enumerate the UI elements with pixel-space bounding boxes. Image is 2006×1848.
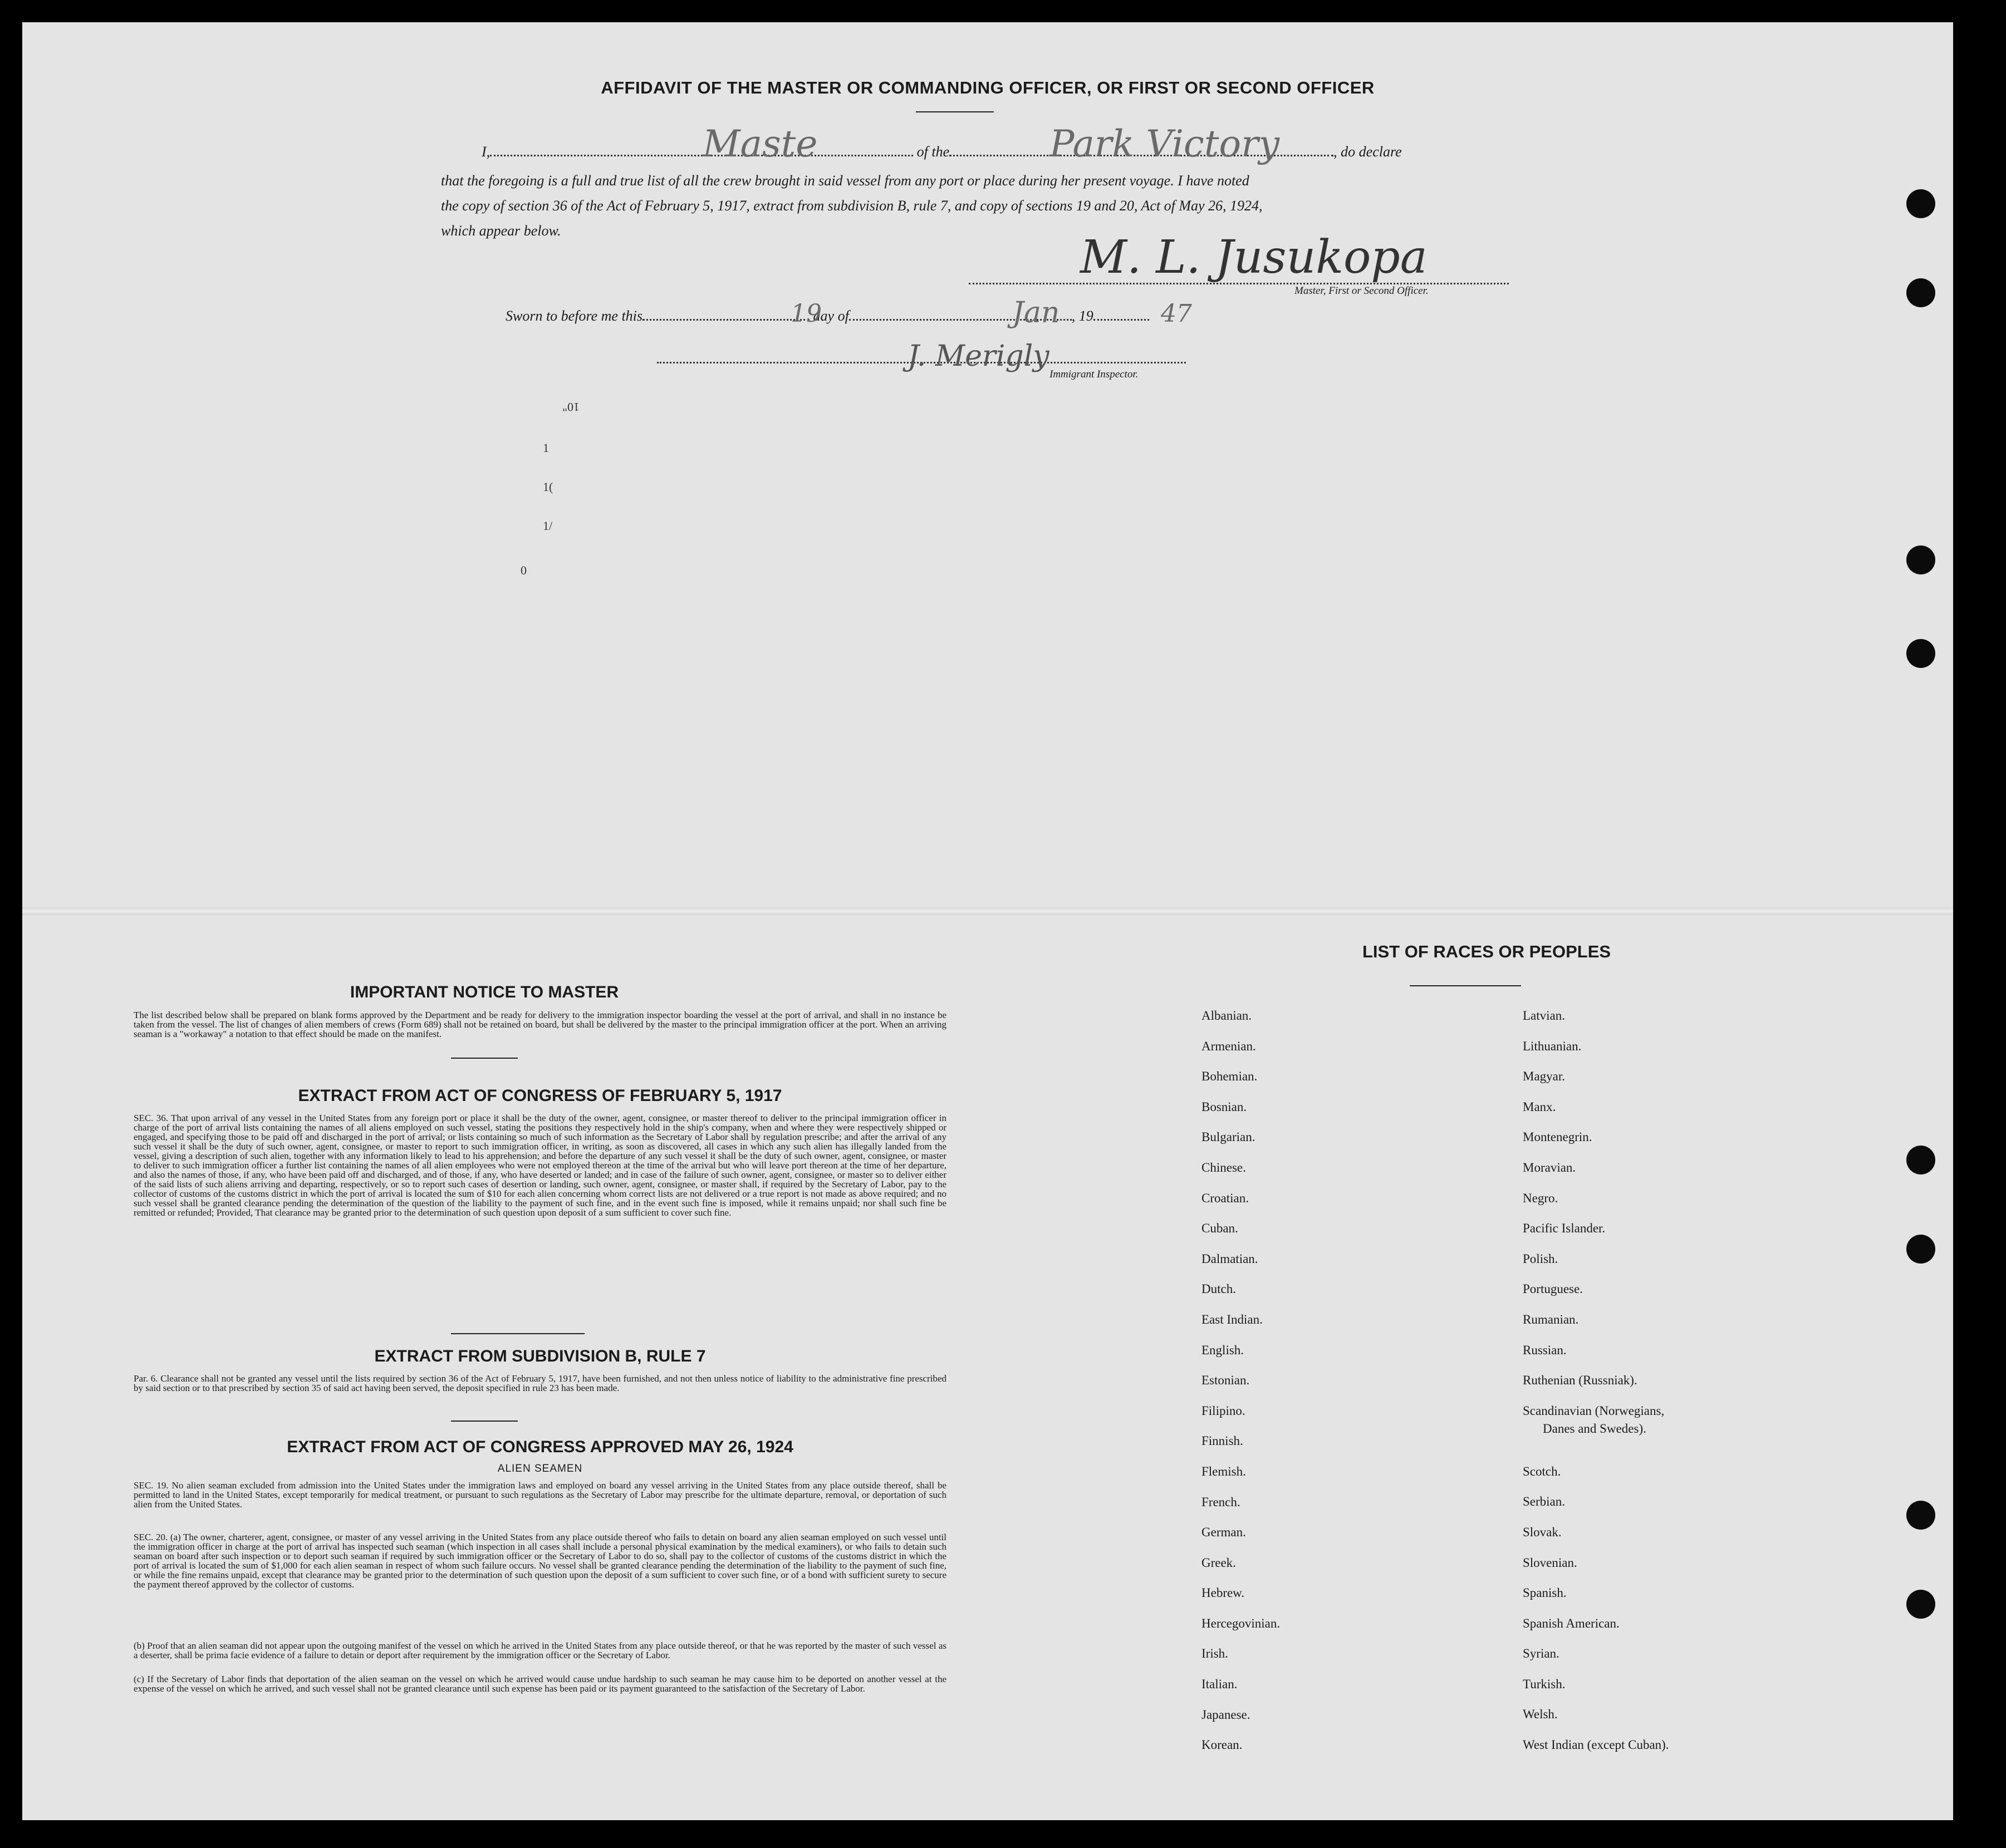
race-item: Polish. [1523,1251,1558,1266]
race-item: Scandinavian (Norwegians, [1523,1403,1665,1418]
extract-rule7-title: EXTRACT FROM SUBDIVISION B, RULE 7 [374,1347,706,1365]
title-rule [916,111,994,112]
race-item: Syrian. [1523,1647,1559,1661]
race-item: Negro. [1523,1191,1558,1205]
race-item: Serbian. [1523,1495,1566,1509]
handwritten-month: Jan [1012,296,1060,330]
inspector-caption: Immigrant Inspector. [1049,368,1139,380]
handwritten-vessel-name: Park Victory [1049,122,1279,165]
race-item: Scotch. [1523,1464,1561,1478]
of-the-label: of the [916,144,950,160]
sec19-body: SEC. 19. No alien seaman excluded from admission into the United States under the immigration laws and employed on board any vessel arriving in the United States from any place outside thereof, shall be permitted to land in the United States, except temporarily for medical treatment, or pursuant to such regulations as the Secretary of Labor may prescribe for the ultimate departure, removal, or deportation of such alien from the United States. [134,1480,946,1510]
affidavit-title: AFFIDAVIT OF THE MASTER OR COMMANDING OFFICER, OR FIRST OR SECOND OFFICER [601,78,1375,97]
punch-hole [1906,639,1935,668]
race-item: Dutch. [1201,1282,1236,1296]
race-item: East Indian. [1201,1312,1263,1326]
day-label: day of [813,308,849,324]
affidavit-line-2: that the foregoing is a full and true list of all the crew brought in said vessel from any port or place during her present voyage. I have noted [441,173,1249,189]
race-item: Chinese. [1201,1160,1246,1174]
section-rule [451,1058,518,1059]
race-item: Russian. [1523,1343,1567,1357]
race-item: Slovak. [1523,1525,1562,1539]
handwritten-year: 47 [1161,299,1192,328]
race-item: Cuban. [1201,1221,1238,1236]
sec20b-body: (b) Proof that an alien seaman did not appear upon the outgoing manifest of the vessel on which he arrived in the United States from any place outside thereof, or that he was reported by the master of such vessel as a deserter, shall be prima facie evidence of a failure to detain or deport after requirement by the immigration officer or the Secretary of Labor. [134,1640,946,1660]
affidavit-line-3: the copy of section 36 of the Act of February 5, 1917, extract from subdivision B, rule 7, and copy of sections 19 and 20, Act of May 26, 1924, [441,198,1263,214]
race-item: Italian. [1201,1677,1238,1692]
sec20a-body: SEC. 20. (a) The owner, charterer, agent, consignee, or master of any vessel arriving in the United States from any place outside thereof who fails to detain on board any alien seaman employed on such vessel until the immigration officer in charge at the port of arrival has inspected such seaman (which inspection in all cases shall include a personal physical examination by the medical examiners), or who fails to detain such seaman on board after such inspection or to deport such seaman if required by such immigration officer or the Secretary of Labor to do so, shall pay to the collector of customs of the customs district in which the port of arrival is located the sum of $1,000 for each alien seaman in respect of whom such failure occurs. No vessel shall be granted clearance pending the determination of the liability to the payment of such fine, or while the fine remains unpaid, except that clearance may be granted prior to the determination of such question upon the deposit of a sum sufficient to cover such fine, or of a bond with sufficient surety to secure the payment thereof approved by the collector of customs. [134,1532,946,1590]
race-item: Portuguese. [1523,1282,1583,1296]
race-item: Croatian. [1201,1191,1249,1205]
punch-hole [1906,1235,1935,1264]
extract-1924-title: EXTRACT FROM ACT OF CONGRESS APPROVED MAY 26, 1924 [287,1438,793,1456]
i-label: I, [482,144,491,160]
race-item: Filipino. [1201,1403,1245,1418]
section-rule [451,1421,518,1422]
punch-hole [1906,278,1935,307]
race-item: Flemish. [1201,1464,1246,1478]
race-item: Finnish. [1201,1434,1243,1448]
race-item: Estonian. [1201,1373,1250,1388]
sec20c-body: (c) If the Secretary of Labor finds that deportation of the alien seaman on the vessel on which he arrived would cause undue hardship to such seaman he may cause him to be deported on another vessel at the expense of the vessel on which he arrived, and such vessel shall not be granted clearance until such expense has been paid or its payment guaranteed to the satisfaction of the Secretary of Labor. [134,1674,946,1694]
extract-rule7-body: Par. 6. Clearance shall not be granted any vessel until the lists required by section 36 of the Act of February 5, 1917, have been furnished, and not then unless notice of liability to the administrative fine prescribed by said section or to that prescribed by section 35 of said act having been served, the deposit specified in rule 23 has been made. [134,1373,946,1393]
race-item: Rumanian. [1523,1312,1579,1326]
races-title: LIST OF RACES OR PEOPLES [1362,942,1611,961]
signature-caption: Master, First or Second Officer. [1294,285,1429,297]
races-title-rule [1410,985,1521,986]
declare-label: , do declare [1333,144,1402,160]
race-item: Latvian. [1523,1009,1565,1023]
race-item-continuation: Danes and Swedes). [1543,1421,1646,1436]
race-item: Spanish. [1523,1586,1567,1600]
race-item: Turkish. [1523,1677,1566,1691]
extract-1917-title: EXTRACT FROM ACT OF CONGRESS OF FEBRUARY 5, 1917 [298,1087,782,1105]
races-right-column [1523,1009,1669,1768]
notice-body: The list described below shall be prepared on blank forms approved by the Department and be ready for delivery to the immigration inspector boarding the vessel at the port of arrival, and shall in no instance be taken from the vessel. The list of changes of alien members of crews (Form 689) shall not be retained on board, but shall be delivered by the master to the principal immigration officer at the port. When an arriving seaman is a "workaway" a notation to that effect should be made on the manifest. [134,1010,946,1039]
extract-1917-body: SEC. 36. That upon arrival of any vessel in the United States from any foreign port or place it shall be the duty of the owner, agent, consignee, or master thereof to deliver to the principal immigration officer in charge of the port of arrival lists containing the names of all aliens employed on such vessel, stating the positions they respectively hold in the ship's company, when and where they were respectively shipped or engaged, and specifying those to be paid off and discharged in the port of arrival; or lists containing so much of such information as the Secretary of Labor shall by regulation prescribe; and after the arrival of any such vessel it shall be the duty of such owner, agent, consignee, or master to report to such immigration officer, in writing, as soon as discovered, all cases in which any such alien has illegally landed from the vessel, giving a description of such alien, together with any information likely to lead to his apprehension; and before the departure of any such vessel it shall be the duty of such owner, agent, consignee, or master to deliver to such immigration officer a further list containing the names of all alien employees who were not employed thereon at the time of the arrival but who will leave port thereon at the time of her departure, and also the names of those, if any, who have been paid off and discharged, and of those, if any, who have deserted or landed; and in case of the failure of such owner, agent, consignee, or master so to deliver either of the said lists of such aliens arriving and departing, respectively, or so to report such cases of desertion or landing, such owner, agent, consignee, or master shall, if required by the Secretary of Labor, pay to the collector of customs of the customs district in which the port of arrival is located the sum of $10 for each alien concerning whom correct lists are not delivered or a true report is not made as above required; and no such vessel shall be granted clearance pending the determination of the question of the liability to the payment of such fine, and in the event such fine is imposed, while it remains unpaid; nor shall such fine be remitted or refunded; Provided, That clearance may be granted prior to the determination of such question upon deposit of a sum sufficient to cover such fine. [134,1113,946,1218]
race-item: Armenian. [1201,1039,1256,1053]
race-item: Slovenian. [1523,1555,1577,1570]
page-fold [22,907,1953,915]
race-item: English. [1201,1343,1244,1357]
margin-mark: 0 [521,563,527,577]
race-item: Japanese. [1201,1707,1250,1722]
race-item: French. [1201,1495,1240,1509]
notice-title: IMPORTANT NOTICE TO MASTER [350,983,619,1001]
race-item: Lithuanian. [1523,1039,1582,1053]
race-item: Spanish American. [1523,1616,1620,1630]
race-item: German. [1201,1525,1246,1540]
race-item: Welsh. [1523,1707,1558,1722]
race-item: Albanian. [1201,1009,1252,1023]
race-item: Montenegrin. [1523,1130,1592,1144]
race-item: Greek. [1201,1555,1236,1570]
race-item: Bulgarian. [1201,1130,1255,1144]
year-prefix: , 19 [1071,308,1093,324]
punch-hole [1906,189,1935,218]
inspector-signature: J. Merigly [908,340,1049,373]
race-item: Pacific Islander. [1523,1221,1606,1236]
section-rule [451,1333,585,1334]
handwritten-rank: Maste [703,122,818,165]
race-item: Manx. [1523,1099,1556,1114]
race-item: Korean. [1201,1738,1243,1752]
punch-hole [1906,545,1935,574]
race-item: Magyar. [1523,1069,1566,1084]
margin-mark: 1( [543,480,553,494]
race-item: Dalmatian. [1201,1251,1258,1266]
punch-hole [1906,1146,1935,1174]
margin-mark: 1/ [543,519,553,533]
master-signature: M. L. Jusukopa [1080,231,1428,284]
punch-hole [1906,1501,1935,1530]
signature-line [969,283,1509,284]
margin-mark: 10" [562,400,580,414]
races-left-column [1201,1009,1280,1768]
sworn-label: Sworn to before me this [506,308,643,324]
race-item: Moravian. [1523,1160,1576,1174]
handwritten-day: 19 [791,299,822,328]
form-sheet [22,22,1953,1820]
margin-mark: 1 [543,441,549,455]
race-item: Ruthenian (Russniak). [1523,1373,1637,1388]
race-item: Bosnian. [1201,1099,1247,1114]
race-item: Bohemian. [1201,1069,1258,1084]
race-item: Hebrew. [1201,1586,1245,1600]
affidavit-line-4: which appear below. [441,223,561,239]
race-item: West Indian (except Cuban). [1523,1738,1669,1752]
extract-1924-subtitle: ALIEN SEAMEN [497,1463,583,1475]
race-item: Irish. [1201,1647,1228,1661]
race-item: Hercegovinian. [1201,1616,1281,1630]
punch-hole [1906,1590,1935,1619]
